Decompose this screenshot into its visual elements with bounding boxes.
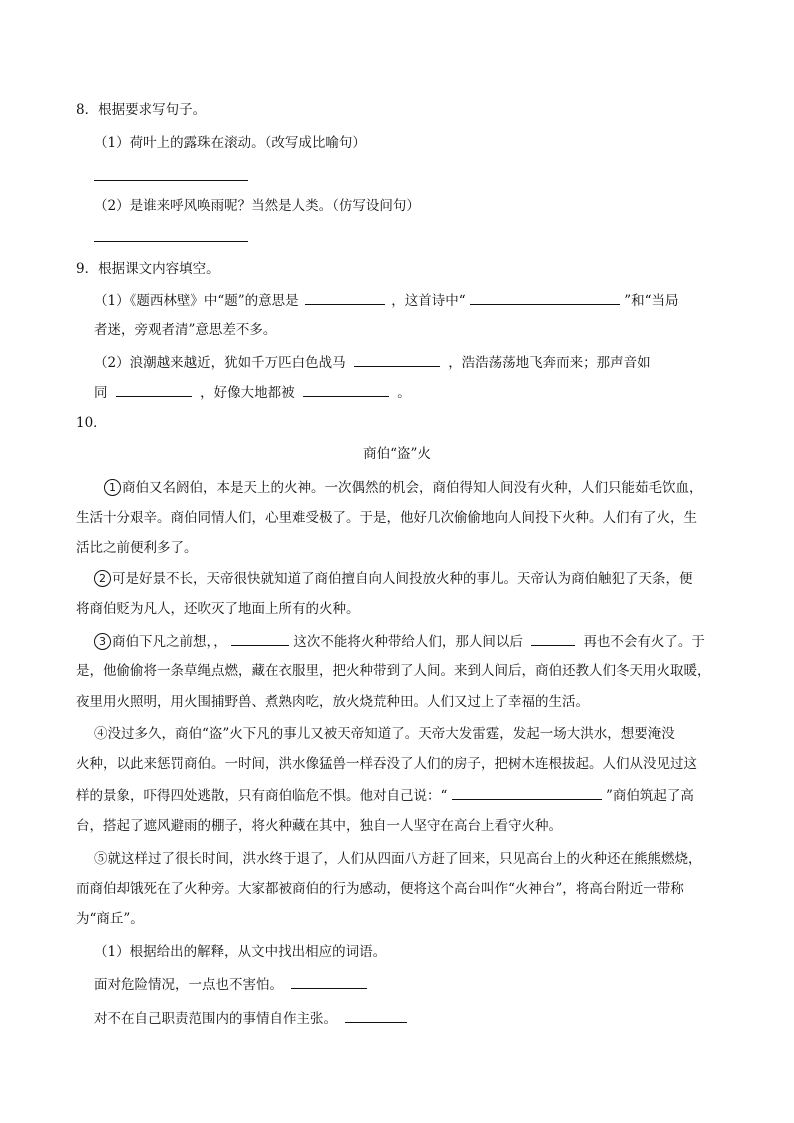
q10-number: 10． <box>76 415 107 431</box>
q9-item-1-text-a: （1）《题西林壁》中“题”的意思是 <box>94 293 299 309</box>
para-1-line-3: 活比之前便利多了。 <box>76 540 198 556</box>
q9-item-2 <box>94 352 651 373</box>
para-3-text-a: 商伯下凡之前想，， <box>112 634 227 650</box>
para-4-line-4: 台，搭起了遮风避雨的棚子，将火种藏在其中，独自一人坚守在高台上看守火种。 <box>76 818 562 834</box>
q8-prompt-2: （2）是谁来呼风唤雨呢？当然是人类。（仿写设问句） <box>94 198 420 214</box>
q9-title: 9．根据课文内容填空。 <box>76 261 220 277</box>
definition-1-blank[interactable] <box>291 974 367 989</box>
q9-item-2-line-2 <box>94 382 411 403</box>
para-5-line-3: 为“商丘”。 <box>76 911 144 927</box>
para-2-line-2: 将商伯贬为凡人，还吹灭了地面上所有的火种。 <box>76 601 360 617</box>
q9-item-2-text-d: ，好像大地都被 <box>200 385 295 401</box>
para-2-line-1 <box>94 569 693 589</box>
definition-2-text: 对不在自己职责范围内的事情自作主张。 <box>94 1011 337 1027</box>
para-1-line-1 <box>104 478 703 498</box>
definition-2 <box>94 1008 407 1029</box>
q8-answer-line-2[interactable] <box>94 241 248 242</box>
q9-blank-4[interactable] <box>116 382 192 397</box>
para-3-line-1 <box>94 631 705 652</box>
para-3-line-3: 夜里用火照明，用火围捕野兽、煮熟肉吃，放火烧荒种田。人们又过上了幸福的生活。 <box>76 694 589 710</box>
q9-blank-2[interactable] <box>470 290 620 305</box>
para-3-number: 3 <box>94 633 111 650</box>
q9-item-2-text-b: ，浩浩荡荡地飞奔而来；那声音如 <box>448 355 651 371</box>
q9-item-2-text-e: 。 <box>397 385 411 401</box>
q9-blank-3[interactable] <box>354 352 440 367</box>
q9-blank-1[interactable] <box>305 290 385 305</box>
para-3-text-b: 这次不能将火种带给人们，那人间以后 <box>293 634 523 650</box>
para-3-blank-2[interactable] <box>531 631 575 646</box>
para-4-line-3 <box>76 785 694 806</box>
q9-item-1-line-2: 者迷，旁观者清”意思差不多。 <box>94 322 277 338</box>
para-5-line-2: 而商伯却饿死在了火种旁。大家都被商伯的行为感动，便将这个高台叫作“火神台”，将高台附近一带称 <box>76 881 684 897</box>
para-2-text-1: 可是好景不长，天帝很快就知道了商伯擅自向人间投放火种的事儿。天帝认为商伯触犯了天条，便 <box>112 571 693 587</box>
para-4-blank[interactable] <box>452 785 602 800</box>
q9-item-1-text-b: ，这首诗中“ <box>391 293 466 309</box>
para-1-text-1: 商伯又名阏伯，本是天上的火神。一次偶然的机会，商伯得知人间没有火种，人们只能茹毛饮血， <box>122 480 703 496</box>
q8-title: 8．根据要求写句子。 <box>76 102 207 118</box>
para-2-number: 2 <box>94 570 111 587</box>
q8-answer-line-1[interactable] <box>94 180 248 181</box>
para-3-blank-1[interactable] <box>231 631 289 646</box>
para-3-line-2: 是，他偷偷将一条草绳点燃，藏在衣服里，把火种带到了人间。来到人间后，商伯还教人们冬天用火取暖， <box>76 663 711 679</box>
para-1-number: 1 <box>104 479 121 496</box>
definition-1 <box>94 974 367 995</box>
definition-1-text: 面对危险情况，一点也不害怕。 <box>94 977 283 993</box>
para-4-text-a: 样的景象，吓得四处逃散，只有商伯临危不惧。他对自己说：“ <box>76 788 448 804</box>
para-3-text-c: 再也不会有火了。于 <box>583 634 705 650</box>
definition-2-blank[interactable] <box>345 1008 407 1023</box>
q9-blank-5[interactable] <box>303 382 389 397</box>
q9-item-1-text-c: ”和“当局 <box>624 293 679 309</box>
para-4-text-b: ”商伯筑起了高 <box>606 788 694 804</box>
para-4-line-1: ④没过多久，商伯“盗”火下凡的事儿又被天帝知道了。天帝大发雷霆，发起一场大洪水，想要淹没 <box>94 726 675 742</box>
story-title: 商伯“盗”火 <box>363 446 431 462</box>
q10-sub-question-1: （1）根据给出的解释，从文中找出相应的词语。 <box>94 944 387 960</box>
q9-item-2-text-a: （2）浪潮越来越近，犹如千万匹白色战马 <box>94 355 346 371</box>
para-1-line-2: 生活十分艰辛。商伯同情人们，心里难受极了。于是，他好几次偷偷地向人间投下火种。人们有了火，生 <box>76 510 697 526</box>
q9-item-1 <box>94 290 679 311</box>
para-5-line-1: ⑤就这样过了很长时间，洪水终于退了，人们从四面八方赶了回来，只见高台上的火种还在熊熊燃烧， <box>94 851 702 867</box>
para-4-line-2: 火种，以此来惩罚商伯。一时间，洪水像猛兽一样吞没了人们的房子，把树木连根拔起。人们从没见过这 <box>76 756 697 772</box>
q9-item-2-text-c: 同 <box>94 385 108 401</box>
q8-prompt-1: （1）荷叶上的露珠在滚动。（改写成比喻句） <box>94 135 366 151</box>
